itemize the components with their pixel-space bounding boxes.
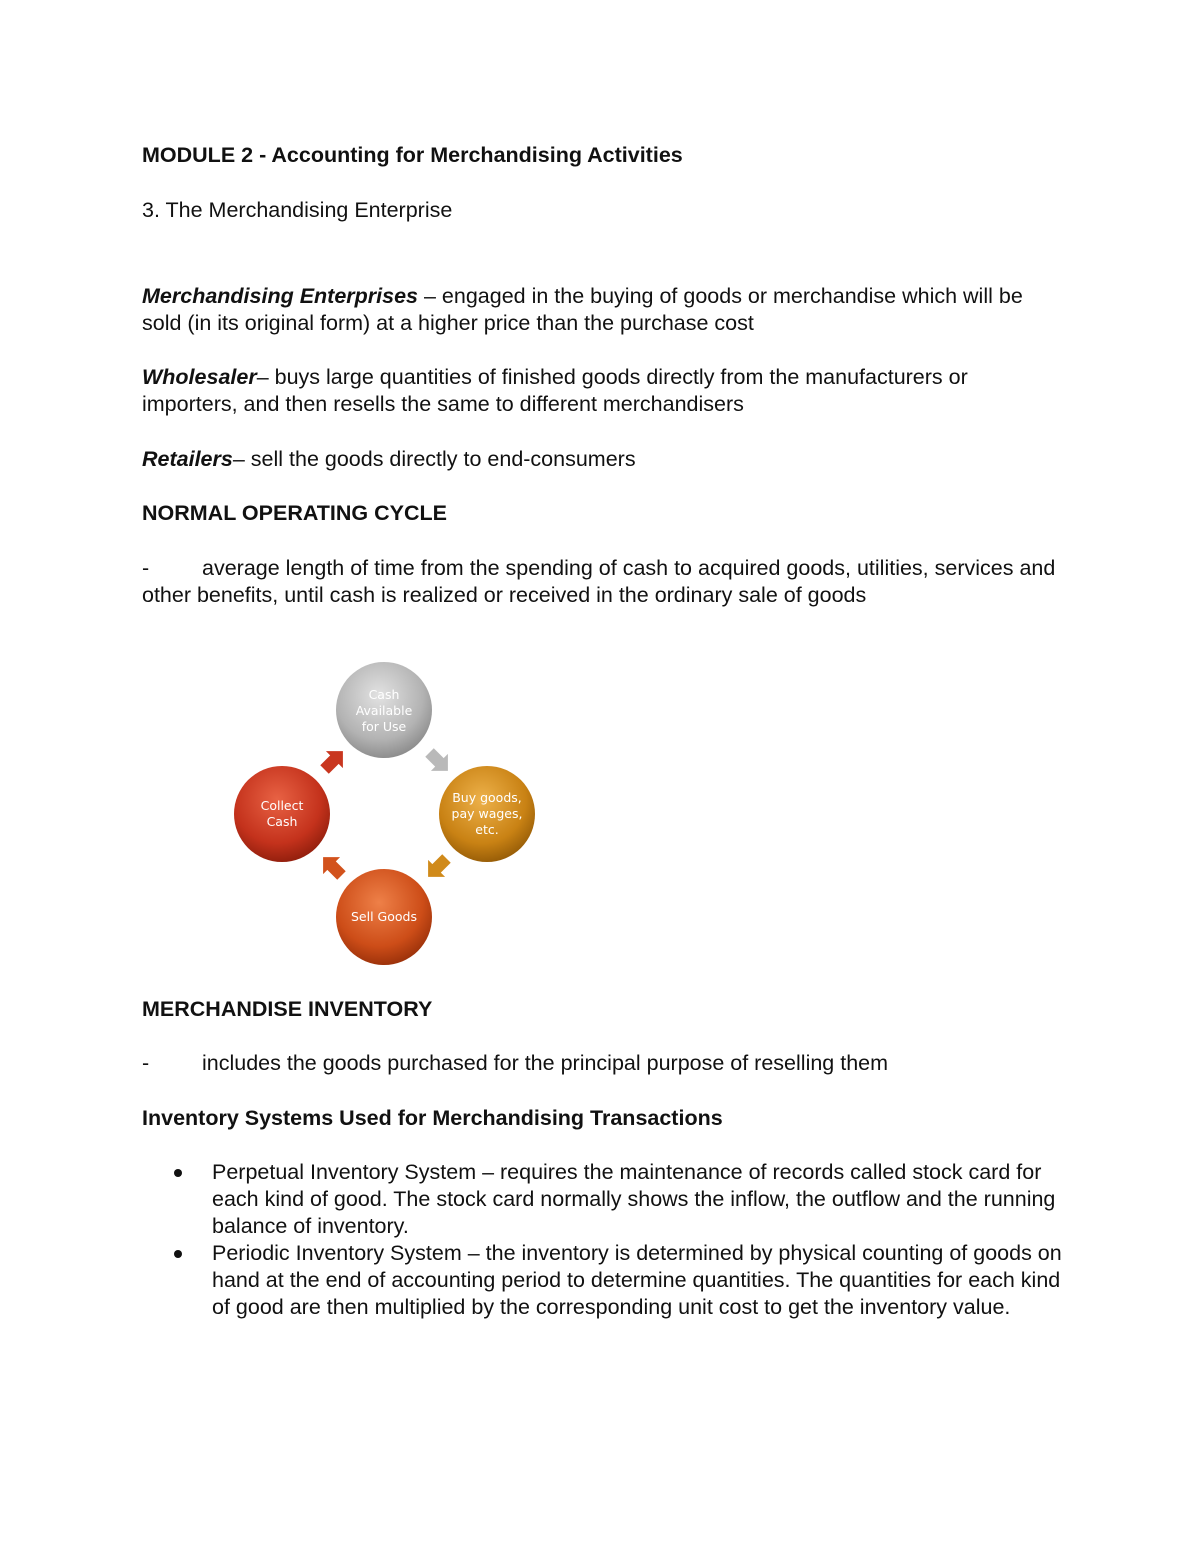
- node-label-line: etc.: [475, 822, 499, 837]
- node-label-line: Available: [355, 703, 413, 718]
- arrow-icon: [421, 744, 456, 779]
- node-label-line: Cash: [368, 687, 400, 702]
- inventory-systems-list: [142, 1159, 1072, 1321]
- definition-merchandising-enterprises: [142, 283, 1062, 337]
- definition-retailers: [142, 446, 1062, 473]
- list-item-text: Perpetual Inventory System – requires the maintenance of records called stock card for each kind of good. The stock card normally shows the inflow, the outflow and the running balance of inventory.: [212, 1160, 1056, 1238]
- cycle-node-buy-goods: [439, 766, 535, 862]
- list-item-text: Periodic Inventory System – the inventory is determined by physical counting of goods on hand at the end of accounting period to determine quantities. The quantities for each kind of good are then multiplied by the corresponding unit cost to get the inventory value.: [212, 1241, 1062, 1319]
- definition-term: Merchandising Enterprises: [142, 284, 418, 308]
- cycle-diagram-svg: [225, 655, 555, 975]
- module-title: MODULE 2 - Accounting for Merchandising Activities: [142, 143, 683, 167]
- bullet-icon: [174, 1169, 182, 1177]
- cycle-node-cash-available: [336, 662, 432, 758]
- inventory-text: includes the goods purchased for the principal purpose of reselling them: [202, 1051, 889, 1075]
- inventory-heading: MERCHANDISE INVENTORY: [142, 997, 433, 1021]
- node-label-line: Buy goods,: [452, 790, 522, 805]
- bullet-icon: [174, 1250, 182, 1258]
- dash-marker: -: [142, 1051, 150, 1075]
- definition-text: – buys large quantities of finished goods directly from the manufacturers or importers, and then resells the same to different merchandisers: [142, 365, 968, 416]
- operating-cycle-definition: [142, 555, 1062, 609]
- list-item: [142, 1240, 1072, 1321]
- operating-cycle-heading: NORMAL OPERATING CYCLE: [142, 501, 447, 525]
- node-label-line: Collect: [260, 798, 304, 813]
- arrow-icon: [316, 743, 351, 778]
- list-item: [142, 1159, 1072, 1240]
- arrow-icon: [315, 849, 350, 884]
- definition-wholesaler: [142, 364, 1062, 418]
- inventory-definition: [142, 1050, 1062, 1077]
- node-label-line: Sell Goods: [351, 909, 417, 924]
- node-label-line: pay wages,: [451, 806, 523, 821]
- dash-marker: -: [142, 556, 150, 580]
- inventory-systems-heading: Inventory Systems Used for Merchandising Transactions: [142, 1106, 723, 1130]
- arrow-icon: [420, 850, 455, 885]
- cycle-arrow-to-collect: [315, 849, 350, 884]
- cycle-arrow-to-sell: [420, 850, 455, 885]
- node-label-line: for Use: [361, 719, 407, 734]
- cycle-node-sell-goods: [336, 869, 432, 965]
- operating-cycle-diagram: [225, 655, 555, 975]
- section-title: 3. The Merchandising Enterprise: [142, 198, 453, 222]
- cycle-node-collect-cash: [234, 766, 330, 862]
- definition-text: – sell the goods directly to end-consumers: [232, 447, 636, 471]
- cycle-arrow-to-buy: [421, 744, 456, 779]
- definition-text: – engaged in the buying of goods or merchandise which will be sold (in its original form) at a higher price than the purchase cost: [142, 284, 1023, 335]
- definition-term: Retailers: [142, 447, 233, 471]
- operating-cycle-text: average length of time from the spending of cash to acquired goods, utilities, services and other benefits, until cash is realized or received in the ordinary sale of goods: [142, 556, 1056, 607]
- cycle-arrow-to-cash: [316, 743, 351, 778]
- definition-term: Wholesaler: [142, 365, 257, 389]
- node-label-line: Cash: [266, 814, 298, 829]
